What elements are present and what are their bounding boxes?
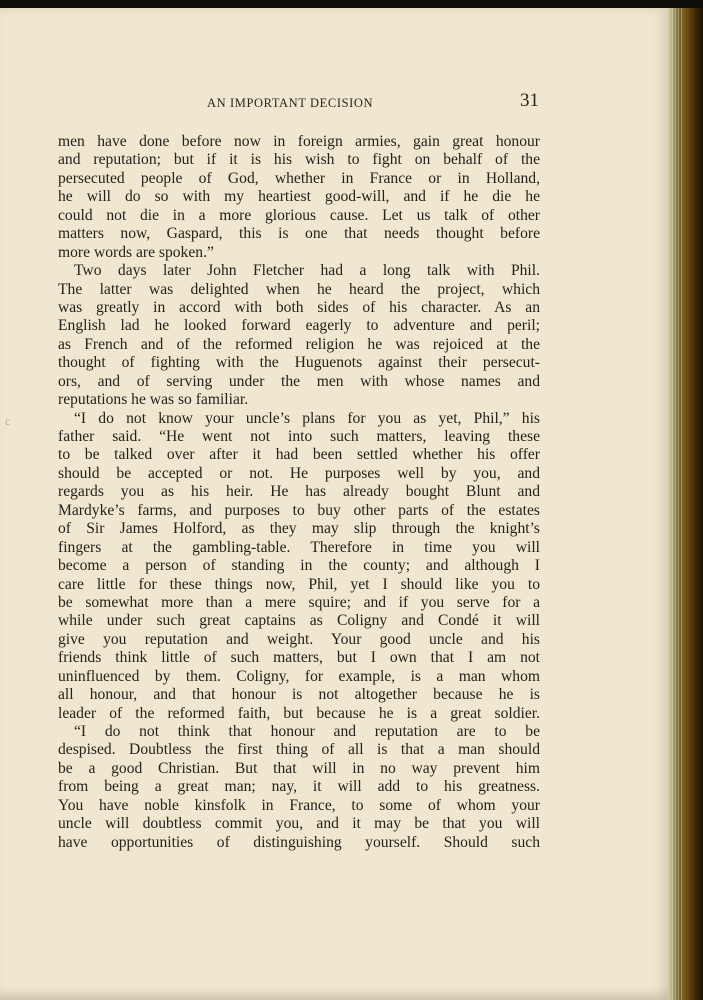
text-line: become a person of standing in the county; and although I xyxy=(58,557,540,575)
page-number: 31 xyxy=(520,90,539,111)
text-line: care little for these things now, Phil, yet I should like you to xyxy=(58,575,540,593)
page-bottom-shadow xyxy=(0,986,668,1000)
text-line: matters now, Gaspard, this is one that needs thought before xyxy=(58,225,540,243)
text-line: The latter was delighted when he heard the project, which xyxy=(58,280,540,298)
text-line: he will do so with my heartiest good-will, and if he die he xyxy=(58,188,540,206)
top-edge xyxy=(0,0,703,8)
text-line: regards you as his heir. He has already bought Blunt and xyxy=(58,483,540,501)
text-line: as French and of the reformed religion he was rejoiced at the xyxy=(58,335,540,353)
text-line: thought of fighting with the Huguenots against their persecut- xyxy=(58,354,540,372)
text-line: uninfluenced by them. Coligny, for example, is a man whom xyxy=(58,667,540,685)
text-line: have opportunities of distinguishing yourself. Should such xyxy=(58,833,540,851)
text-line: all honour, and that honour is not altogether because he is xyxy=(58,686,540,704)
text-line: more words are spoken.” xyxy=(58,243,214,261)
text-line: give you reputation and weight. Your good uncle and his xyxy=(58,630,540,648)
text-line: while under such great captains as Coligny and Condé it will xyxy=(58,612,540,630)
text-line: English lad he looked forward eagerly to adventure and peril; xyxy=(58,317,540,335)
text-line: be a good Christian. But that will in no way prevent him xyxy=(58,759,540,777)
text-line: be somewhat more than a mere squire; and if you serve for a xyxy=(58,593,540,611)
text-line: Two days later John Fletcher had a long talk with Phil. xyxy=(74,262,540,280)
margin-mark: c xyxy=(5,414,11,428)
text-line: from being a great man; nay, it will add to his greatness. xyxy=(58,778,540,796)
body-text xyxy=(58,133,540,852)
text-line: was greatly in accord with both sides of his character. As an xyxy=(58,298,540,316)
text-line: persecuted people of God, whether in France or in Holland, xyxy=(58,169,540,187)
text-line: and reputation; but if it is his wish to fight on behalf of the xyxy=(58,151,540,169)
text-line: should be accepted or not. He purposes well by you, and xyxy=(58,464,540,482)
text-line: friends think little of such matters, but I own that I am not xyxy=(58,649,540,667)
page-edges xyxy=(672,8,684,1000)
text-line: men have done before now in foreign armies, gain great honour xyxy=(58,133,540,150)
running-title: AN IMPORTANT DECISION xyxy=(207,96,374,110)
text-line: “I do not think that honour and reputation are to be xyxy=(74,723,540,740)
text-line: ors, and of serving under the men with whose names and xyxy=(58,372,540,390)
text-line: “I do not know your uncle’s plans for you as yet, Phil,” his xyxy=(74,409,540,427)
text-line: despised. Doubtless the first thing of all is that a man should xyxy=(58,741,540,759)
text-line: Mardyke’s farms, and purposes to buy other parts of the estates xyxy=(58,501,540,519)
text-line: You have noble kinsfolk in France, to some of whom your xyxy=(58,796,540,814)
text-line: fingers at the gambling-table. Therefore in time you will xyxy=(58,538,540,556)
text-line: father said. “He went not into such matters, leaving these xyxy=(58,428,540,445)
text-line: to be talked over after it had been settled whether his offer xyxy=(58,446,540,464)
text-line: uncle will doubtless commit you, and it may be that you will xyxy=(58,815,540,833)
text-line: reputations he was so familiar. xyxy=(58,391,249,409)
text-line: could not die in a more glorious cause. Let us talk of other xyxy=(58,206,540,224)
text-line: of Sir James Holford, as they may slip through the knight’s xyxy=(58,520,540,538)
text-line: leader of the reformed faith, but because he is a great soldier. xyxy=(58,704,540,722)
